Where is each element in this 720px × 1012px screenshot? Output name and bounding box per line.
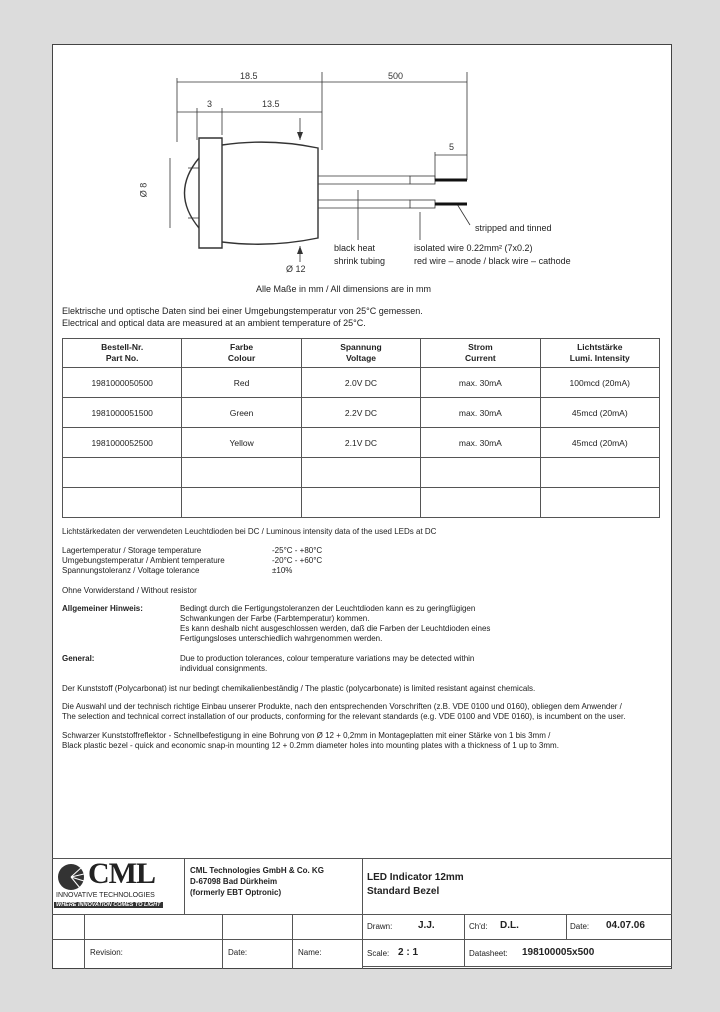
cml-logo-icon bbox=[56, 862, 86, 892]
cell-colour: Yellow bbox=[182, 428, 301, 458]
drawing-title: LED Indicator 12mm bbox=[367, 872, 464, 883]
dim-front-diameter: Ø 8 bbox=[138, 182, 149, 198]
cell-intensity: 45mcd (20mA) bbox=[540, 398, 659, 428]
cell-colour: Red bbox=[182, 368, 301, 398]
header-current: Strom Current bbox=[421, 339, 540, 368]
checked-value: D.L. bbox=[500, 920, 519, 931]
label-shrink-1: black heat bbox=[334, 243, 376, 253]
note-storage-value: -25°C - +80°C bbox=[272, 546, 323, 555]
note-storage-label: Lagertemperatur / Storage temperature bbox=[62, 546, 202, 555]
dim-strip: 5 bbox=[449, 142, 455, 152]
scale-value: 2 : 1 bbox=[398, 947, 419, 958]
table-row-empty bbox=[63, 488, 660, 518]
cell-current: max. 30mA bbox=[421, 368, 540, 398]
general-en-line: individual consignments. bbox=[180, 664, 268, 673]
cell-part-no: 1981000050500 bbox=[63, 368, 182, 398]
table-row bbox=[63, 398, 660, 428]
cell-part-no: 1981000052500 bbox=[63, 428, 182, 458]
date-value: 04.07.06 bbox=[606, 920, 645, 931]
cml-logo-text: CML bbox=[88, 857, 155, 890]
revision-label: Revision: bbox=[90, 948, 123, 957]
datasheet-label: Datasheet: bbox=[469, 949, 508, 958]
label-shrink-2: shrink tubing bbox=[334, 256, 386, 266]
revision-name-label: Name: bbox=[298, 948, 322, 957]
dim-body: 13.5 bbox=[262, 99, 280, 109]
dim-mount-diameter: Ø 12 bbox=[286, 264, 306, 274]
note-bezel-en: Black plastic bezel - quick and economic snap-in mounting 12 + 0.2mm diameter holes into mounting plates with a thickness of 1 up to 3mm. bbox=[62, 741, 559, 750]
table-header-row bbox=[63, 339, 660, 368]
cml-logo-tagline: WHERE INNOVATION COMES TO LIGHT bbox=[56, 902, 161, 908]
intro-de: Elektrische und optische Daten sind bei einer Umgebungstemperatur von 25°C gemessen. bbox=[62, 306, 423, 316]
company-address: D-67098 Bad Dürkheim bbox=[190, 877, 278, 886]
drawn-label: Drawn: bbox=[367, 922, 393, 931]
cell-voltage: 2.1V DC bbox=[301, 428, 420, 458]
general-de-line: Schwankungen der Farbe (Farbtemperatur) kommen. bbox=[180, 614, 370, 623]
general-de-line: Bedingt durch die Fertigungstoleranzen der Leuchtdioden kann es zu geringfügigen bbox=[180, 604, 476, 613]
date-label: Date: bbox=[570, 922, 590, 931]
general-de-label: Allgemeiner Hinweis: bbox=[62, 604, 143, 613]
note-selection-de: Die Auswahl und der technisch richtige Einbau unserer Produkte, nach den entsprechenden Vorschriften (z.B. VDE 0100 und 0160), obliegen dem Anwender / bbox=[62, 702, 622, 711]
note-ambient-label: Umgebungstemperatur / Ambient temperature bbox=[62, 556, 225, 565]
company-formerly: (formerly EBT Optronic) bbox=[190, 888, 282, 897]
datasheet-value: 198100005x500 bbox=[522, 947, 595, 958]
cell-part-no: 1981000051500 bbox=[63, 398, 182, 428]
label-wire-2: red wire – anode / black wire – cathode bbox=[414, 256, 571, 266]
cell-current: max. 30mA bbox=[421, 398, 540, 428]
note-intensity: Lichtstärkedaten der verwendeten Leuchtdioden bei DC / Luminous intensity data of the used LEDs at DC bbox=[62, 527, 437, 536]
label-wire-1: isolated wire 0.22mm² (7x0.2) bbox=[414, 243, 533, 253]
checked-label: Ch'd: bbox=[469, 922, 488, 931]
general-en-line: Due to production tolerances, colour temperature variations may be detected within bbox=[180, 654, 475, 663]
cell-intensity: 45mcd (20mA) bbox=[540, 428, 659, 458]
general-de-line: Fertigungsloses unterschiedlich wahrgenommen werden. bbox=[180, 634, 383, 643]
header-colour: Farbe Colour bbox=[182, 339, 301, 368]
note-plastic: Der Kunststoff (Polycarbonat) ist nur bedingt chemikalienbeständig / The plastic (polycarbonate) is limited resistant against chemicals. bbox=[62, 684, 536, 693]
cml-logo-sub: INNOVATIVE TECHNOLOGIES bbox=[56, 892, 155, 899]
general-en-label: General: bbox=[62, 654, 95, 663]
cell-colour: Green bbox=[182, 398, 301, 428]
note-bezel-de: Schwarzer Kunststoffreflektor - Schnellbefestigung in eine Bohrung von Ø 12 + 0,2mm in Montageplatten mit einer Stärke von 1 bis 3mm / bbox=[62, 731, 551, 740]
dim-overall: 18.5 bbox=[240, 71, 258, 81]
note-ambient-value: -20°C - +60°C bbox=[272, 556, 323, 565]
drawing-subtitle: Standard Bezel bbox=[367, 886, 440, 897]
dim-bezel: 3 bbox=[207, 99, 213, 109]
led-data-table bbox=[62, 338, 660, 518]
header-part-no: Bestell-Nr. Part No. bbox=[63, 339, 182, 368]
table-row bbox=[63, 428, 660, 458]
intro-en: Electrical and optical data are measured at an ambient temperature of 25°C. bbox=[62, 318, 366, 328]
note-voltage-value: ±10% bbox=[272, 566, 293, 575]
note-voltage-label: Spannungstoleranz / Voltage tolerance bbox=[62, 566, 200, 575]
table-row-empty bbox=[63, 458, 660, 488]
note-selection-en: The selection and technical correct installation of our products, conforming for the relevant standards (e.g. VDE 0100 and VDE 0160), is incumbent on the user. bbox=[62, 712, 626, 721]
cell-voltage: 2.0V DC bbox=[301, 368, 420, 398]
company-name: CML Technologies GmbH & Co. KG bbox=[190, 866, 324, 875]
header-voltage: Spannung Voltage bbox=[301, 339, 420, 368]
note-resistor: Ohne Vorwiderstand / Without resistor bbox=[62, 586, 197, 595]
cell-intensity: 100mcd (20mA) bbox=[540, 368, 659, 398]
led-technical-drawing bbox=[0, 0, 720, 300]
table-row bbox=[63, 368, 660, 398]
general-de-line: Es kann deshalb nicht ausgeschlossen werden, daß die Farben der Leuchtdioden eines bbox=[180, 624, 491, 633]
units-note: Alle Maße in mm / All dimensions are in mm bbox=[256, 284, 432, 294]
label-stripped: stripped and tinned bbox=[475, 223, 552, 233]
drawn-value: J.J. bbox=[418, 920, 435, 931]
scale-label: Scale: bbox=[367, 949, 390, 958]
revision-date-label: Date: bbox=[228, 948, 248, 957]
header-intensity: Lichtstärke Lumi. Intensity bbox=[540, 339, 659, 368]
cell-voltage: 2.2V DC bbox=[301, 398, 420, 428]
dim-lead-length: 500 bbox=[388, 71, 404, 81]
cell-current: max. 30mA bbox=[421, 428, 540, 458]
